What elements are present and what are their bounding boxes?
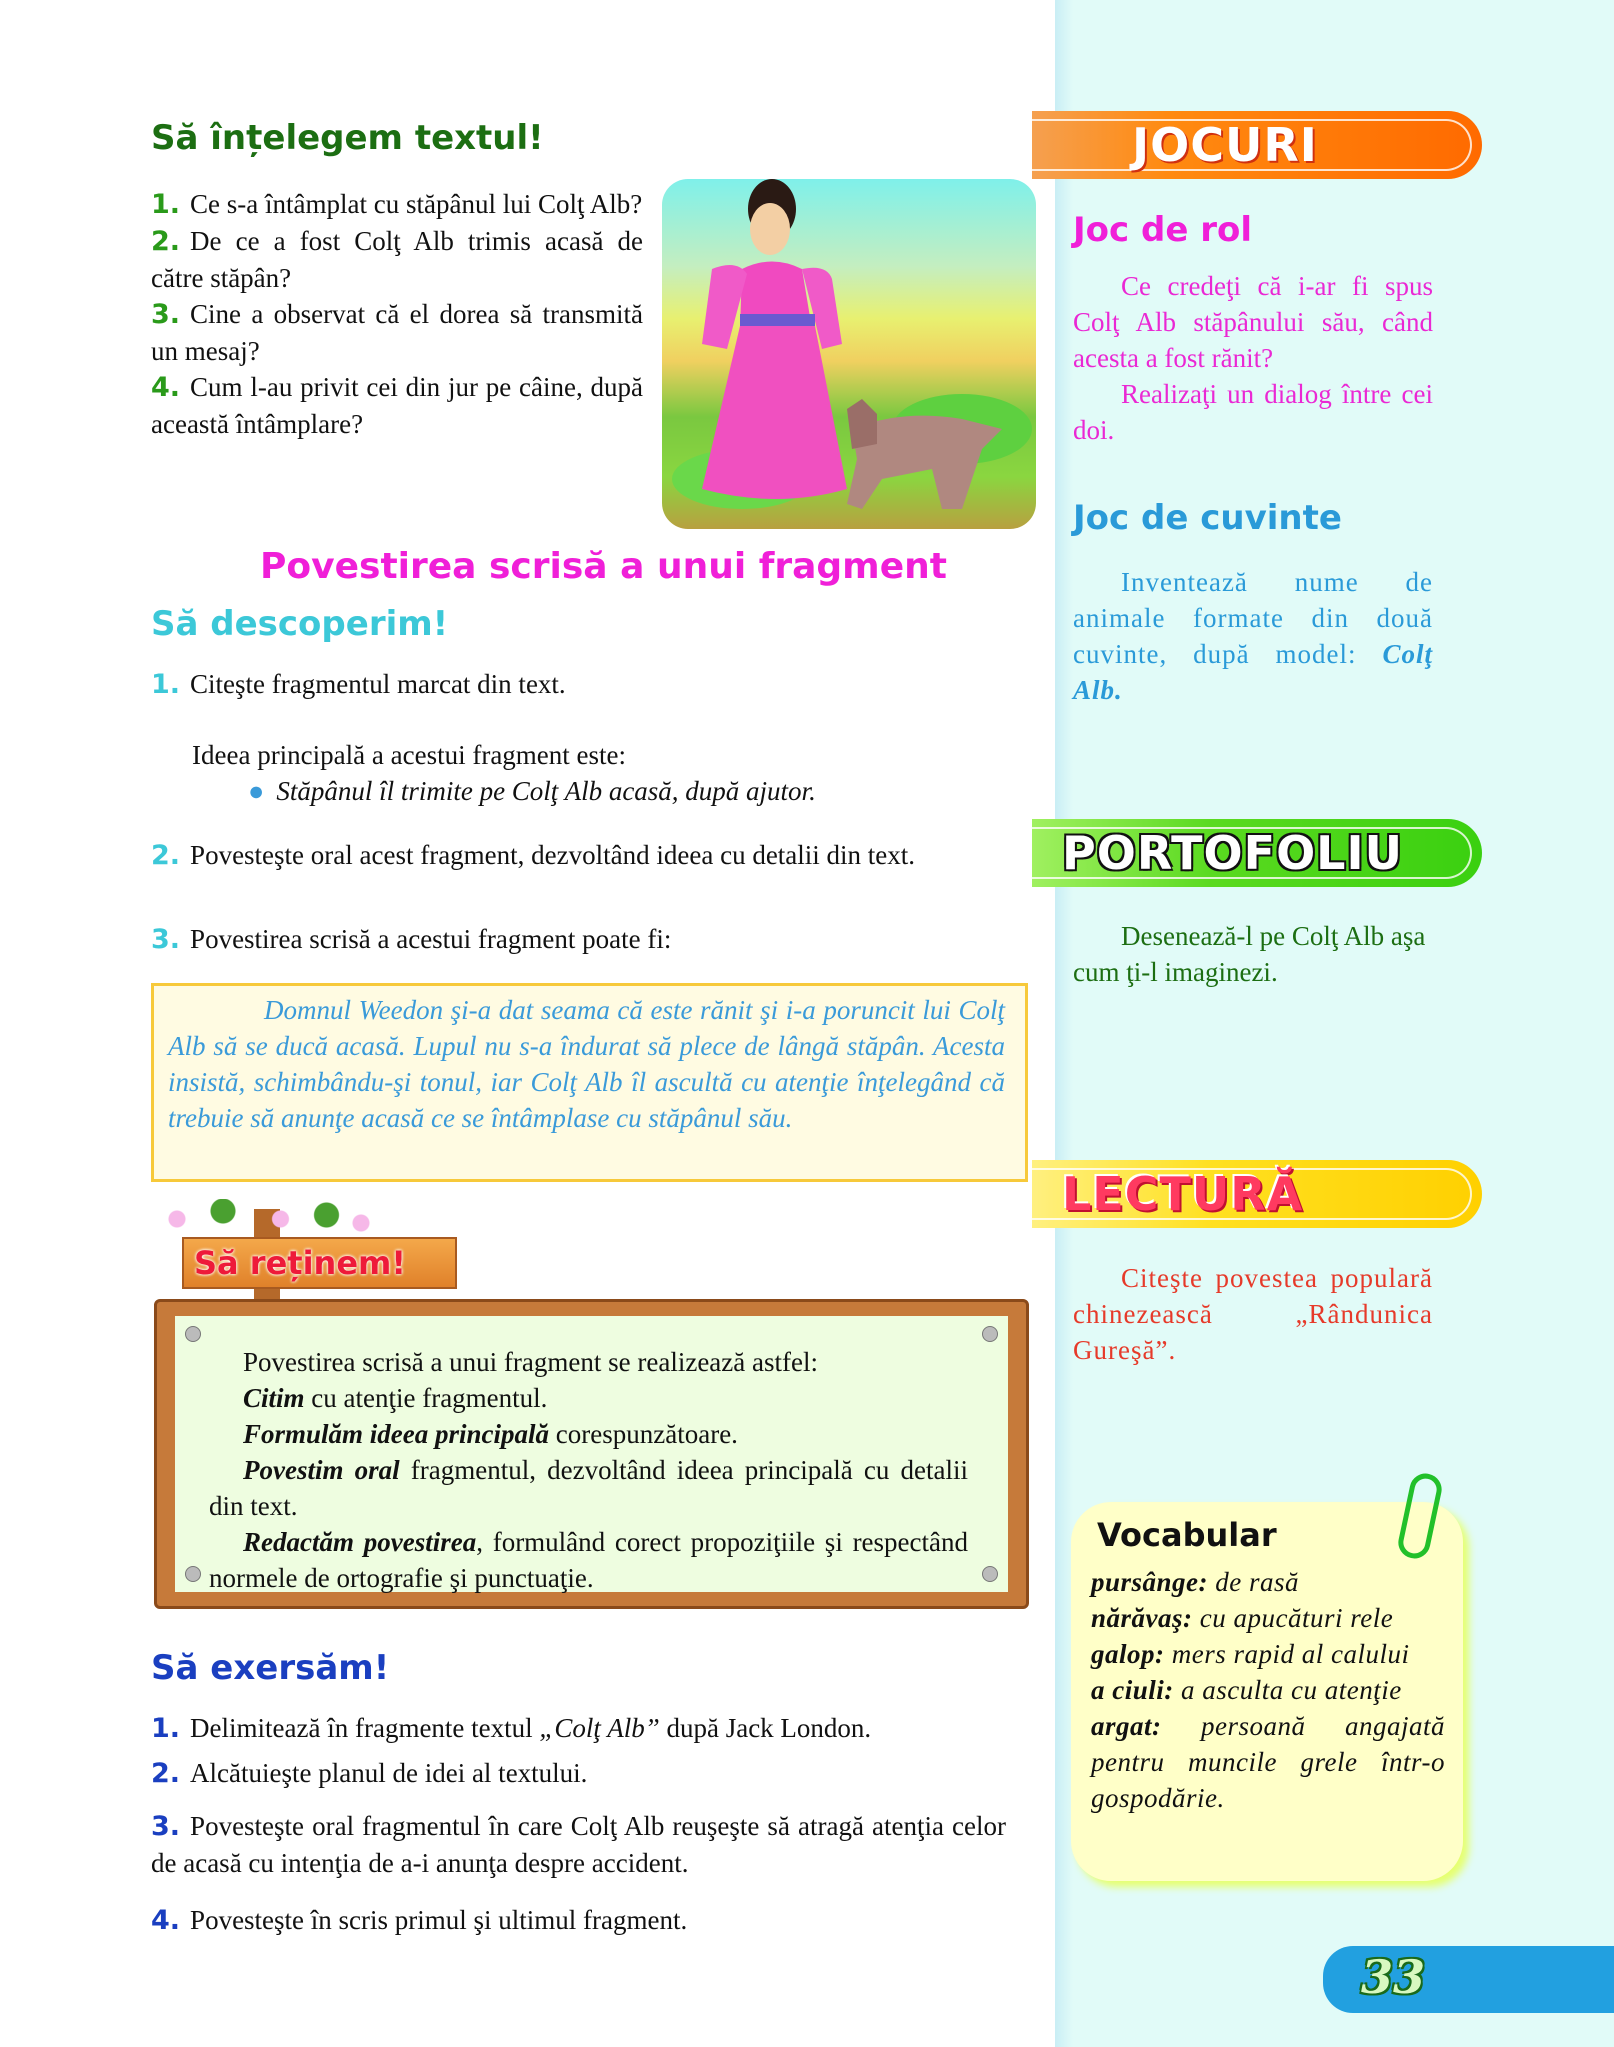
questions-list: [151, 186, 643, 442]
remember-step: Povestim oral fragmentul, dezvoltând ideea principală cu detalii din text.: [209, 1455, 968, 1521]
word-game-text: Inventează nume de animale formate din două cuvinte, după model: Colţ Alb.: [1073, 567, 1433, 705]
games-banner: JOCURI: [1032, 111, 1482, 179]
vocab-entry: galop: mers rapid al calului: [1091, 1639, 1410, 1669]
role-play-title: Joc de rol: [1073, 210, 1253, 250]
vocab-entry: a ciuli: a asculta cu atenţie: [1091, 1675, 1402, 1705]
vocab-entry: argat: persoană angajată pentru muncile grele într-o gospodărie.: [1091, 1711, 1445, 1813]
practice-item-2: 2. Alcătuieşte planul de idei al textului.: [151, 1758, 588, 1789]
sample-text: Domnul Weedon şi-a dat seama că este rănit şi i-a poruncit lui Colţ Alb să se ducă acasă. Lupul nu s-a îndurat să plece de lângă stăpân. Acesta insistă, schimbându-şi tonul, iar Colţ Alb îl ascultă cu atenţie înţelegând că trebuie să anunţe acasă ce se întâmplase cu stăpânul său.: [168, 995, 1005, 1133]
vocabulary-card: [1071, 1502, 1463, 1881]
discover-title: Să descoperim!: [151, 604, 449, 644]
question: 3. Cine a observat că el dorea să transmită un mesaj?: [151, 299, 643, 366]
nail-icon: [982, 1566, 998, 1582]
bullet-icon: ●: [248, 776, 265, 806]
question: 1. Ce s-a întâmplat cu stăpânul lui Colţ Alb?: [151, 189, 643, 220]
word-game-title: Joc de cuvinte: [1073, 498, 1342, 538]
discover-item-1: 1. Citeşte fragmentul marcat din text.: [151, 669, 566, 700]
vocab-entry: pursânge: de rasă: [1091, 1567, 1300, 1597]
practice-item-4: 4. Povesteşte în scris primul şi ultimul fragment.: [151, 1905, 688, 1936]
question: 2. De ce a fost Colţ Alb trimis acasă de către stăpân?: [151, 226, 643, 293]
vocab-entry: nărăvaş: cu apucături rele: [1091, 1603, 1394, 1633]
portfolio-banner: PORTOFOLIU: [1032, 819, 1482, 887]
remember-board: [154, 1299, 1029, 1609]
remember-step: Citim cu atenţie fragmentul.: [243, 1383, 548, 1413]
nail-icon: [185, 1326, 201, 1342]
illustration-art: [662, 179, 1036, 529]
page-number-tab: [1323, 1946, 1614, 2013]
reading-banner: LECTURĂ: [1032, 1160, 1482, 1228]
remember-board-paper: [175, 1316, 1008, 1592]
lesson-title: Povestirea scrisă a unui fragment: [260, 546, 947, 587]
question: 4. Cum l-au privit cei din jur pe câine, după această întâmplare?: [151, 372, 643, 439]
discover-item-3: 3. Povestirea scrisă a acestui fragment poate fi:: [151, 924, 672, 955]
reading-text: Citeşte povestea populară chinezească „Rândunica Gureşă”.: [1073, 1263, 1433, 1365]
remember-sign: [154, 1199, 457, 1299]
illustration-woman-and-dog: [662, 179, 1036, 529]
flowers-decoration: [154, 1199, 384, 1239]
vocabulary-title: Vocabular: [1097, 1516, 1277, 1554]
main-idea-bullet: ● Stăpânul îl trimite pe Colţ Alb acasă, după ajutor.: [248, 776, 816, 806]
nail-icon: [982, 1326, 998, 1342]
remember-sign-label: Să reținem!: [182, 1237, 457, 1289]
role-play-text: Ce credeţi că i-ar fi spus Colţ Alb stăpânului său, când acesta a fost rănit? Realizaţi un dialog între cei doi.: [1073, 271, 1433, 445]
discover-item-2: 2. Povesteşte oral acest fragment, dezvoltând ideea cu detalii din text.: [151, 840, 916, 871]
understand-title: Să înțelegem textul!: [151, 118, 544, 158]
remember-step: Formulăm ideea principală corespunzătoare.: [243, 1419, 738, 1449]
vocabulary-list: [1091, 1564, 1445, 1816]
main-idea-intro: Ideea principală a acestui fragment este:: [192, 740, 627, 770]
remember-step: Redactăm povestirea, formulând corect propoziţiile şi respectând normele de ortografie şi punctuaţie.: [209, 1527, 969, 1593]
nail-icon: [185, 1566, 201, 1582]
portfolio-text: Desenează-l pe Colţ Alb aşa cum ţi-l imaginezi.: [1073, 921, 1426, 987]
practice-item-1: 1. Delimitează în fragmente textul „Colţ Alb” după Jack London.: [151, 1713, 872, 1744]
practice-title: Să exersăm!: [151, 1648, 390, 1688]
practice-item-3: 3. Povesteşte oral fragmentul în care Colţ Alb reuşeşte să atragă atenţia celor de acasă cu intenţia de a-i anunţa despre accident.: [151, 1811, 1006, 1878]
sample-text-box: [151, 983, 1028, 1182]
remember-intro: Povestirea scrisă a unui fragment se realizează astfel:: [243, 1347, 818, 1377]
page-number: 33: [1361, 1950, 1426, 2004]
